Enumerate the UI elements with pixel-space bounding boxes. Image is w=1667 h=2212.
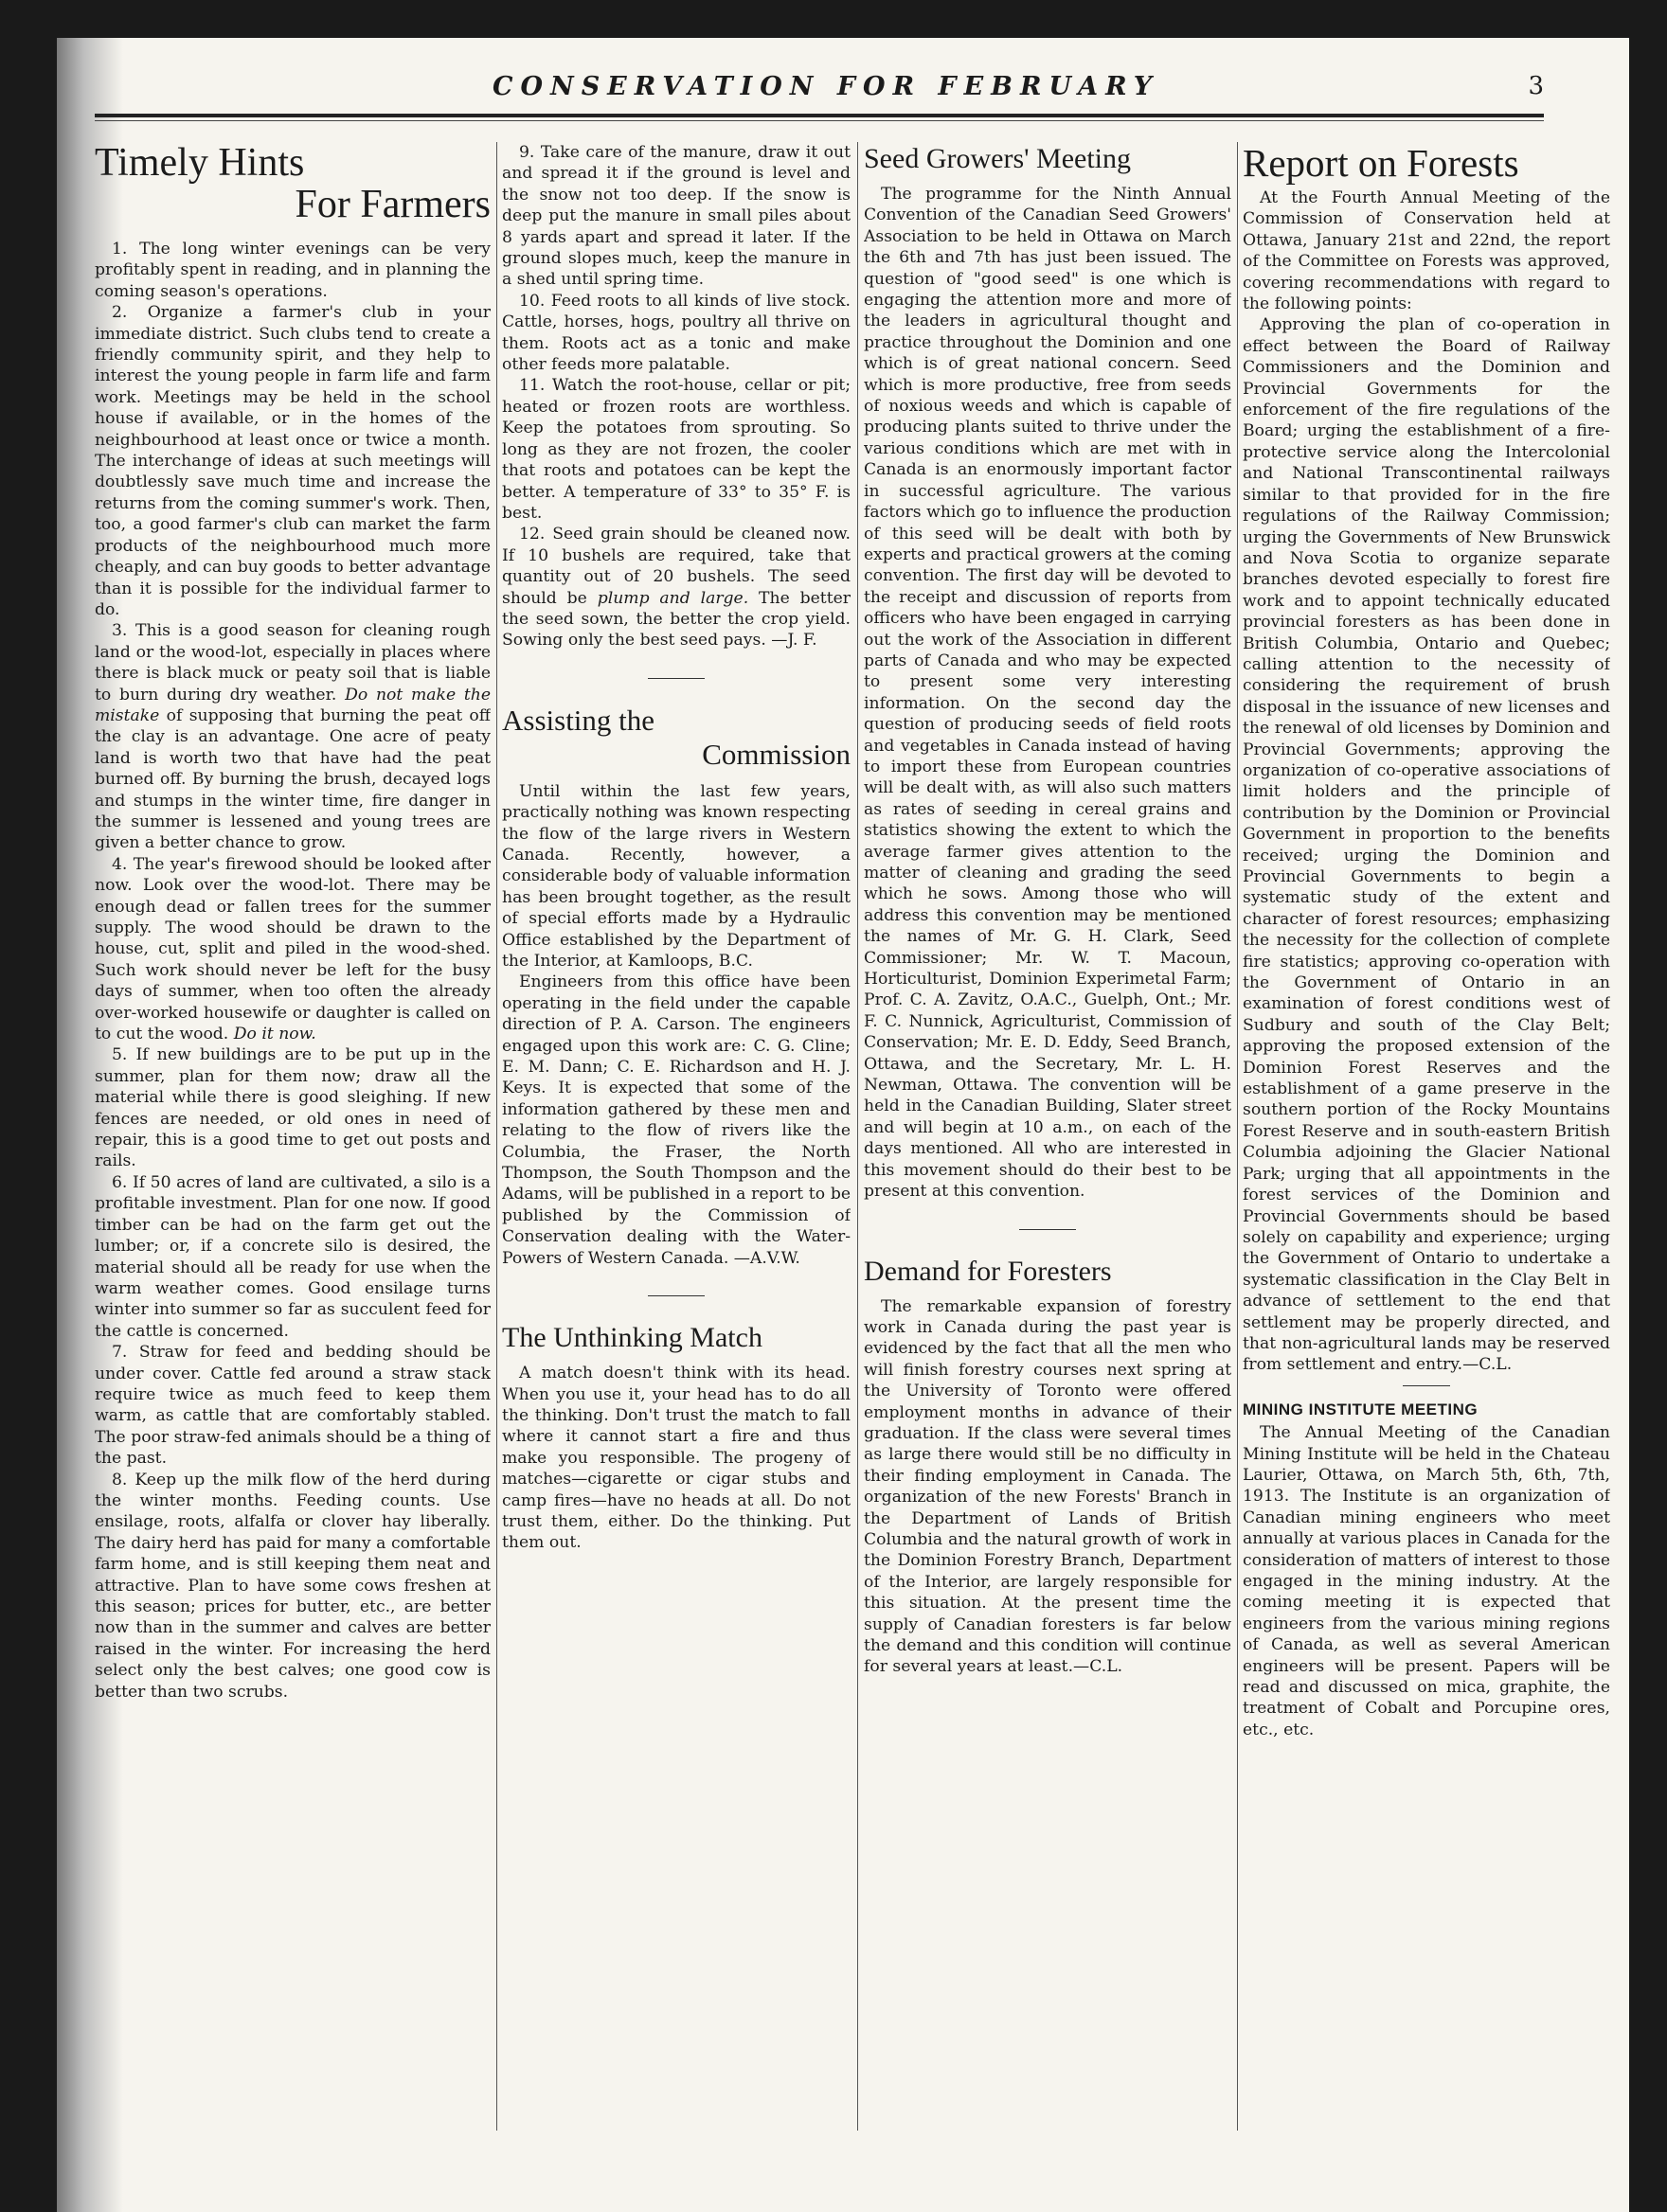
paragraph: 11. Watch the root-house, cellar or pit; heated or frozen roots are worthless. Keep the potatoes from sprouting. So long as they are not frozen, the cooler that roots and potatoes can be kept the better. A temperature of 33° to 35° F. is best. (502, 376, 851, 523)
paragraph: 2. Organize a farmer's club in your immediate district. Such clubs tend to create a friendly community spirit, and they help to interest the young people in farm life and farm work. Meetings may be held in the school house if available, or in the homes of the neighbourhood at least once or twice a month. The interchange of ideas at such meetings will doubtlessly save much time and increase the returns from the coming summer's work. Then, too, a good farmer's club can market the farm products of the neighbourhood much more cheaply, and can buy goods to better advantage than it is possible for the individual farmer to do. (95, 303, 491, 619)
article-title: The Unthinking Match (502, 1322, 762, 1354)
publication-title: CONSERVATION FOR FEBRUARY (493, 72, 1159, 101)
section-separator (648, 1295, 705, 1296)
paragraph: Approving the plan of co-operation in effect between the Board of Railway Commissioners and the Dominion and Provincial Governments for the enforcement of the fire regulations of the Board; urging the establishment of a fire-protective service along the Intercolonial and National Transcontinental railways similar to that provided for in the fire regulations of the Railway Commission; urging the Governments of New Brunswick and Nova Scotia to organize separate branches devoted especially to forest fire work and to appoint technically educated provincial foresters as has been done in British Columbia, Ontario and Quebec; calling attention to the necessity of considering the requirement of brush disposal in the issuance of new licenses and the renewal of old licenses by Dominion and Provincial Governments; approving the organization of co-operative associations of limit holders and the principle of contribution by the Dominion or Provincial Government in proportion to the benefits received; urging the Dominion and Provincial Governments to begin a systematic study of the extent and character of forest resources; emphasizing the necessity for the collection of complete fire statistics; approving co-operation with the Government of Ontario in an examination of forest conditions west of Sudbury and south of the Clay Belt; approving the proposed extension of the Dominion Forest Reserves and the establishment of a game preserve in the southern portion of the Rocky Mountains Forest Reserve and in south-eastern British Columbia adjoining the Glacier National Park; urging that all appointments in the forest services of the Dominion and Provincial Governments should be based solely on capability and experience; urging the Government of Ontario to undertake a systematic classification in the Clay Belt in advance of settlement to the end that settlement may be properly directed, and that non-agricultural lands may be reserved from settlement and entry.—C.L. (1243, 315, 1610, 1375)
header-rule (95, 114, 1544, 117)
column-divider (857, 142, 858, 2131)
article-title: MINING INSTITUTE MEETING (1243, 1400, 1479, 1418)
column-2 (502, 142, 851, 2131)
column-1 (95, 142, 491, 2131)
paragraph: 4. The year's firewood should be looked after now. Look over the wood-lot. There may be enough dead or fallen trees for the summer supply. The wood should be drawn to the house, cut, split and piled in the wood-shed. Such work should never be left for the busy days of summer, when too often the already over-worked housewife or daughter is called on to cut the wood. Do it now. (95, 854, 491, 1044)
header-rule-thin (95, 120, 1544, 121)
paragraph: The programme for the Ninth Annual Convention of the Canadian Seed Growers' Association to be held in Ottawa on March the 6th and 7th has just been issued. The question of "good seed" is one which is engaging the attention more and more of the leaders in agricultural thought and practice throughout the Dominion and one which is of great national concern. Seed which is more productive, free from seeds of noxious weeds and which is capable of producing plants suited to thrive under the various conditions which are met with in Canada is an enormously important factor in successful agriculture. The various factors which go to influence the production of this seed will be dealt with both by experts and practical growers at the coming convention. The first day will be devoted to the receipt and discussion of reports from officers who have been engaged in carrying out the work of the Association in different parts of Canada and who may be expected to present some very interesting information. On the second day the question of producing seeds of field roots and vegetables in Canada instead of having to import these from European countries will be dealt with, as will also such matters as rates of seeding in cereal grains and statistics showing the extent to which the average farmer gives attention to the matter of cleaning and grading the seed which he sows. Among those who will address this convention may be mentioned the names of Mr. G. H. Clark, Seed Commissioner; Mr. W. T. Macoun, Horticulturist, Dominion Experimetal Farm; Prof. C. A. Zavitz, O.A.C., Guelph, Ont.; Mr. F. C. Nunnick, Agriculturist, Commission of Conservation; Mr. E. D. Eddy, Seed Branch, Ottawa, and the Secretary, Mr. L. H. Newman, Ottawa. The convention will be held in the Canadian Building, Slater street and will begin at 10 a.m., on each of the days mentioned. All who are interested in this movement should do their best to be present at this convention. (864, 185, 1231, 1202)
page-header (95, 45, 1544, 121)
column-divider (496, 142, 497, 2131)
column-3 (864, 142, 1231, 2131)
article-title: Timely Hints For Farmers (95, 142, 491, 226)
paragraph: 6. If 50 acres of land are cultivated, a silo is a profitable investment. Plan for one now. If good timber can be had on the farm get out the lumber; or, if a concrete silo is desired, the material should all be ready for use when the warm weather comes. Good ensilage turns winter into summer so far as succulent feed for the cattle is concerned. (95, 1172, 491, 1341)
paragraph: 8. Keep up the milk flow of the herd during the winter months. Feeding counts. Use ensilage, roots, alfalfa or clover hay liberally. The dairy herd has paid for many a comfortable farm home, and is still keeping them neat and attractive. Plan to have some cows freshen at this season; prices for butter, etc., are better now than in the summer and calves are better raised in the winter. For increasing the herd select only the best calves; one good cow is better than two scrubs. (95, 1470, 491, 1702)
column-4 (1243, 142, 1610, 2131)
article-title: Assisting the Commission (502, 703, 851, 771)
article-title: Demand for Foresters (864, 1255, 1112, 1287)
paragraph: Engineers from this office have been operating in the field under the capable direction of P. A. Carson. The engineers engaged upon this work are: C. G. Cline; E. M. Dann; C. E. Richardson and H. J. Keys. It is expected that some of the information gathered by these men and relating to the flow of rivers like the Columbia, the Fraser, the North Thompson, the South Thompson and the Adams, will be published in a report to be published by the Commission of Conservation dealing with the Water-Powers of Western Canada. —A.V.W. (502, 972, 851, 1268)
paragraph: 9. Take care of the manure, draw it out and spread it if the ground is level and the snow not too deep. If the snow is deep put the manure in small piles about 8 yards apart and spread it later. If the ground slopes much, keep the manure in a shed until spring time. (502, 143, 851, 290)
section-separator (1403, 1385, 1450, 1386)
article-title: Report on Forests (1243, 142, 1519, 185)
paragraph: 3. This is a good season for cleaning rough land or the wood-lot, especially in places where there is black muck or peaty soil that is liable to burn during dry weather. Do not make the mistake of supposing that burning the peat off the clay is an advantage. One acre of peaty land is worth two that have had the peat burned off. By burning the brush, decayed logs and stumps in the winter time, fire danger in the summer is lessened and young trees are given a better chance to grow. (95, 621, 491, 853)
article-title: Seed Growers' Meeting (864, 143, 1131, 174)
paragraph: At the Fourth Annual Meeting of the Commission of Conservation held at Ottawa, January 21st and 22nd, the report of the Committee on Forests was approved, covering recommendations with regard to the following points: (1243, 188, 1610, 314)
paragraph: 7. Straw for feed and bedding should be under cover. Cattle fed around a straw stack require twice as much feed to keep them warm, as cattle that are comfortably stabled. The poor straw-fed animals should be a thing of the past. (95, 1343, 491, 1469)
paragraph: 12. Seed grain should be cleaned now. If 10 bushels are required, take that quantity out of 20 bushels. The seed should be plump and large. The better the seed sown, the better the crop yield. Sowing only the best seed pays. —J. F. (502, 525, 851, 651)
paragraph: The remarkable expansion of forestry work in Canada during the past year is evidenced by the fact that all the men who will finish forestry courses next spring at the University of Toronto were offered employment months in advance of their graduation. If the class were several times as large there would still be no difficulty in their finding employment in Canada. The organization of the new Forests' Branch in the Department of Lands of British Columbia and the natural growth of work in the Dominion Forestry Branch, Department of the Interior, are largely responsible for this situation. At the present time the supply of Canadian foresters is far below the demand and this condition will continue for several years at least.—C.L. (864, 1296, 1231, 1677)
section-separator (1019, 1229, 1076, 1230)
paragraph: Until within the last few years, practically nothing was known respecting the flow of the large rivers in Western Canada. Recently, however, a considerable body of valuable information has been brought together, as the result of special efforts made by a Hydraulic Office established by the Department of the Interior, at Kamloops, B.C. (502, 781, 851, 971)
column-divider (1237, 142, 1238, 2131)
page-number: 3 (1528, 72, 1544, 100)
paragraph: 1. The long winter evenings can be very profitably spent in reading, and in planning the coming season's operations. (95, 240, 491, 301)
paragraph: The Annual Meeting of the Canadian Mining Institute will be held in the Chateau Laurier, Ottawa, on March 5th, 6th, 7th, 1913. The Institute is an organization of Canadian mining engineers who meet annually at various places in Canada for the consideration of matters of interest to those engaged in the mining industry. At the coming meeting it is expected that engineers from the various mining regions of Canada, as well as several American engineers will be present. Papers will be read and discussed on mica, graphite, the treatment of Cobalt and Porcupine ores, etc., etc. (1243, 1423, 1610, 1739)
section-separator (648, 678, 705, 679)
paragraph: 5. If new buildings are to be put up in the summer, plan for them now; draw all the material while there is good sleighing. If new fences are needed, or old ones in need of repair, this is a good time to get out posts and rails. (95, 1045, 491, 1171)
paragraph: A match doesn't think with its head. When you use it, your head has to do all the thinking. Don't trust the match to fall where it cannot start a fire and thus make you responsible. The progeny of matches—cigarette or cigar stubs and camp fires—have no heads at all. Do not trust them, either. Do the thinking. Put them out. (502, 1364, 851, 1553)
paragraph: 10. Feed roots to all kinds of live stock. Cattle, horses, hogs, poultry all thrive on them. Roots act as a tonic and make other feeds more palatable. (502, 291, 851, 375)
